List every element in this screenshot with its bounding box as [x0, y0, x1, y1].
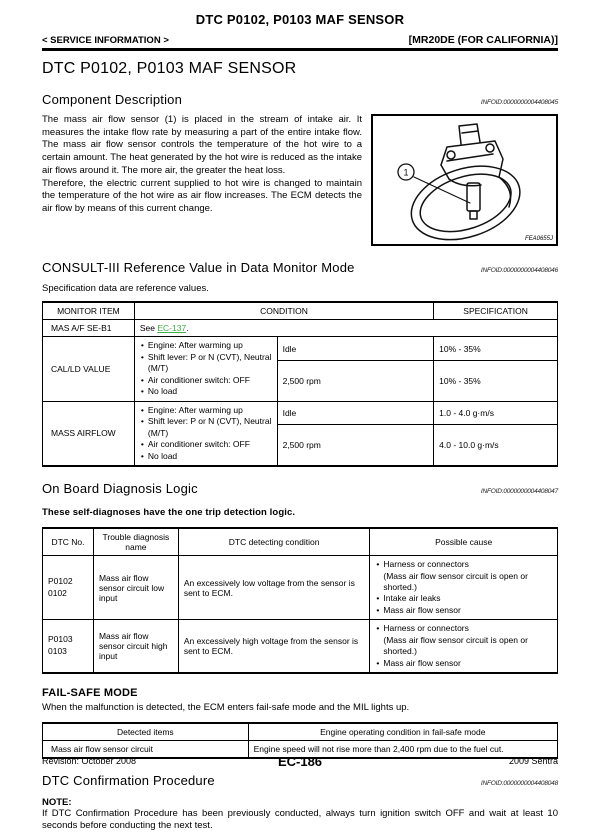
dtc-number-cell [43, 620, 94, 673]
cause-detail: (Mass air flow sensor circuit is open or shorted.) [383, 634, 528, 657]
cause-bullet: • Mass air flow sensor [375, 605, 552, 616]
condition-bullet: • No load [140, 451, 272, 462]
infoid-obd: INFOID:0000000004408047 [480, 488, 558, 496]
figure-callout-1: 1 [403, 167, 409, 178]
table-row-massairflow-idle [43, 401, 558, 425]
mas-af-condition-cell [134, 320, 557, 337]
consult-heading: CONSULT-III Reference Value in Data Monitor Mode [42, 260, 355, 275]
possible-cause-cell [370, 556, 558, 620]
massairflow-idle-spec: 1.0 - 4.0 g·m/s [434, 401, 558, 425]
service-information-label: < SERVICE INFORMATION > [42, 35, 169, 46]
infoid-confirmation: INFOID:0000000004408048 [480, 779, 558, 787]
condition-bullet: • Air conditioner switch: OFF [140, 375, 272, 386]
condition-bullet: • No load [140, 386, 272, 397]
failsafe-intro: When the malfunction is detected, the ECM enters fail-safe mode and the MIL lights up. [42, 702, 410, 714]
subheader [42, 34, 558, 46]
model-label: 2009 Sentra [508, 756, 558, 766]
note-text: If DTC Confirmation Procedure has been previously conducted, always turn ignition switch OFF and wait at least 10 seconds before conducting the next test. [42, 807, 558, 832]
condition-bullet: • Engine: After warming up [140, 340, 272, 351]
consult-intro: Specification data are reference values. [42, 283, 209, 294]
diagnosis-table [42, 527, 558, 674]
dtc-number-cell [43, 556, 94, 620]
monitor-item-mas-af: MAS A/F SE-B1 [43, 320, 135, 337]
cause-bullet: • Harness or connectors (Mass air flow sensor circuit is open or shorted.) [375, 559, 552, 593]
section-component-description [42, 92, 558, 107]
see-suffix: . [186, 323, 189, 334]
ec-137-link[interactable]: EC-137 [157, 323, 187, 334]
dtc-code-alt: 0103 [48, 646, 67, 657]
page-number: EC-186 [277, 753, 323, 769]
component-paragraph-1: The mass air flow sensor (1) is placed in the stream of intake air. It measures the intake flow rate by measuring a part of the entire intake flow. The mass air flow sensor controls the temperature of the hot wire to a certain amount. The heat generated by the hot wire is reduced as the intake air flows around it. The more air, the greater the heat loss. [42, 114, 362, 176]
calld-idle-spec: 10% - 35% [434, 337, 558, 361]
monitor-item-calld: CAL/LD VALUE [43, 337, 135, 401]
condition-bullet: • Air conditioner switch: OFF [140, 439, 272, 450]
col-trouble-name: Trouble diagnosis name [93, 528, 178, 556]
component-description-heading: Component Description [42, 92, 183, 107]
massairflow-conditions-cell [134, 401, 277, 466]
maf-sensor-figure [371, 114, 558, 246]
trouble-name-cell: Mass air flow sensor circuit low input [93, 556, 178, 620]
component-body [42, 114, 558, 246]
section-consult-reference [42, 260, 558, 275]
figure-code: FEA0655J [524, 236, 553, 242]
col-monitor-item: MONITOR ITEM [43, 302, 135, 320]
header-rule [42, 48, 558, 51]
revision-label: Revision: October 2008 [42, 756, 137, 766]
section-onboard-diagnosis [42, 481, 558, 496]
col-detecting-condition: DTC detecting condition [178, 528, 370, 556]
table-row-calld-idle [43, 337, 558, 361]
condition-bullet: • Shift lever: P or N (CVT), Neutral (M/T) [140, 416, 272, 439]
detecting-condition-cell: An excessively low voltage from the sensor is sent to ECM. [178, 556, 370, 620]
cause-detail: (Mass air flow sensor circuit is open or shorted.) [383, 570, 528, 592]
failsafe-heading: FAIL-SAFE MODE [42, 687, 138, 700]
see-prefix: See [139, 323, 158, 334]
condition-bullet: • Engine: After warming up [140, 405, 272, 416]
cause-bullet: • Mass air flow sensor [375, 658, 552, 669]
maf-sensor-drawing [373, 116, 556, 244]
col-condition: CONDITION [134, 302, 433, 320]
failsafe-condition-cell: Engine speed will not rise more than 2,400 rpm due to the fuel cut. [248, 740, 557, 758]
infoid-consult: INFOID:0000000004408046 [480, 267, 558, 274]
reference-value-table [42, 301, 558, 467]
calld-2500-spec: 10% - 35% [434, 360, 558, 401]
calld-2500-state: 2,500 rpm [277, 360, 434, 401]
dtc-code: P0103 [48, 634, 73, 645]
component-paragraph-2: Therefore, the electric current supplied to hot wire is changed to maintain the temperature of the hot wire as air flow increases. The ECM detects the air flow by means of this current change. [42, 177, 362, 215]
detected-item-cell: Mass air flow sensor circuit [43, 740, 249, 758]
cause-bullet: • Intake air leaks [375, 593, 552, 604]
col-dtc-no: DTC No. [43, 528, 94, 556]
confirmation-heading: DTC Confirmation Procedure [42, 772, 215, 788]
massairflow-2500-state: 2,500 rpm [277, 425, 434, 466]
possible-cause-cell [370, 620, 558, 673]
note-label: NOTE: [42, 796, 72, 808]
table-header-row [43, 302, 558, 320]
col-specification: SPECIFICATION [434, 302, 558, 320]
table-header-row [43, 723, 558, 741]
condition-bullet: • Shift lever: P or N (CVT), Neutral (M/T) [140, 352, 272, 375]
page-footer [42, 753, 558, 769]
document-title: DTC P0102, P0103 MAF SENSOR [195, 12, 405, 27]
monitor-item-massairflow: MASS AIRFLOW [43, 401, 135, 466]
massairflow-idle-state: Idle [277, 401, 434, 425]
detecting-condition-cell: An excessively high voltage from the sensor is sent to ECM. [178, 620, 370, 673]
col-detected-items: Detected items [43, 723, 249, 741]
cause-bullet: • Harness or connectors (Mass air flow sensor circuit is open or shorted.) [375, 623, 552, 657]
col-failsafe-condition: Engine operating condition in fail-safe mode [248, 723, 557, 741]
massairflow-2500-spec: 4.0 - 10.0 g·m/s [434, 425, 558, 466]
calld-idle-state: Idle [277, 337, 434, 361]
col-possible-cause: Possible cause [370, 528, 558, 556]
table-row-p0102 [43, 556, 558, 620]
calld-conditions-cell [134, 337, 277, 401]
trouble-name-cell: Mass air flow sensor circuit high input [93, 620, 178, 673]
table-row-mas-af [43, 320, 558, 337]
component-text [42, 114, 362, 246]
section-dtc-confirmation [42, 773, 558, 788]
dtc-code: P0102 [48, 575, 73, 586]
obd-intro: These self-diagnoses have the one trip detection logic. [42, 507, 296, 519]
table-row-p0103 [43, 620, 558, 673]
obd-heading: On Board Diagnosis Logic [42, 481, 198, 497]
dtc-code-alt: 0102 [48, 587, 67, 598]
table-header-row [43, 528, 558, 556]
infoid-component: INFOID:0000000004408045 [480, 99, 558, 106]
engine-variant-label: [MR20DE (FOR CALIFORNIA)] [408, 34, 558, 46]
page-title: DTC P0102, P0103 MAF SENSOR [42, 60, 297, 77]
